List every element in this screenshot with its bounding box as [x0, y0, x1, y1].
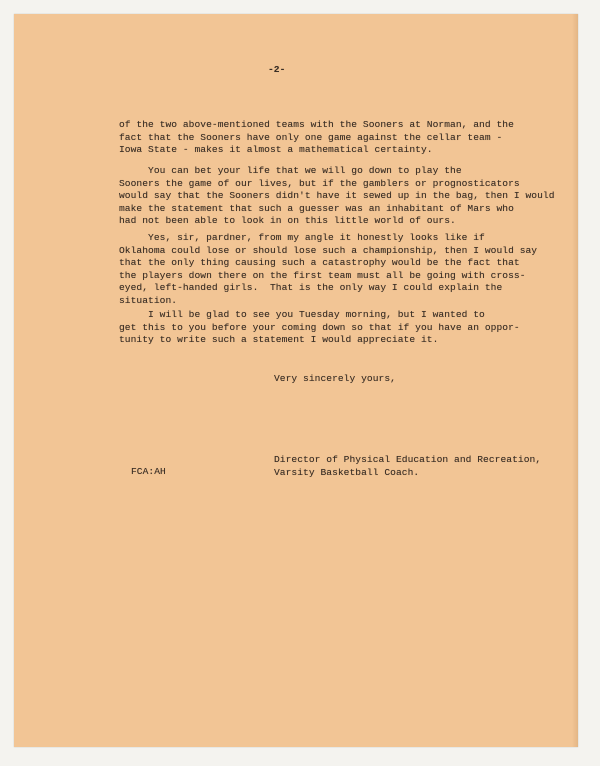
page-number: -2- — [268, 64, 286, 75]
reference-initials: FCA:AH — [131, 466, 166, 477]
paragraph-3: Yes, sir, pardner, from my angle it honestly looks like if Oklahoma could lose or should lose such a championship, then I would say that the only thing causing such a catastrophy would be the fact that the players down there on the first team must all be going with cross- eyed, left-handed girls. That is the only way I could explain the situation. — [119, 232, 538, 306]
paragraph-4: I will be glad to see you Tuesday morning, but I wanted to get this to you before your coming down so that if you have an oppor- tunity to write such a statement I would appreciate it. — [119, 309, 520, 345]
paper-edge-shadow — [572, 14, 578, 747]
signature-block: Director of Physical Education and Recreation, Varsity Basketball Coach. — [274, 454, 542, 478]
complimentary-close: Very sincerely yours, — [274, 373, 396, 384]
paragraph-2: You can bet your life that we will go down to play the Sooners the game of our lives, but if the gamblers or prognosticators would say that the Sooners didn't have it sewed up in the bag, then I would make the statement that such a guesser was an inhabitant of Mars who had not been able to look in on this little world of ours. — [119, 165, 555, 226]
paragraph-1: of the two above-mentioned teams with the Sooners at Norman, and the fact that the Sooners have only one game against the cellar team - Iowa State - makes it almost a mathematical certainty. — [119, 119, 514, 155]
